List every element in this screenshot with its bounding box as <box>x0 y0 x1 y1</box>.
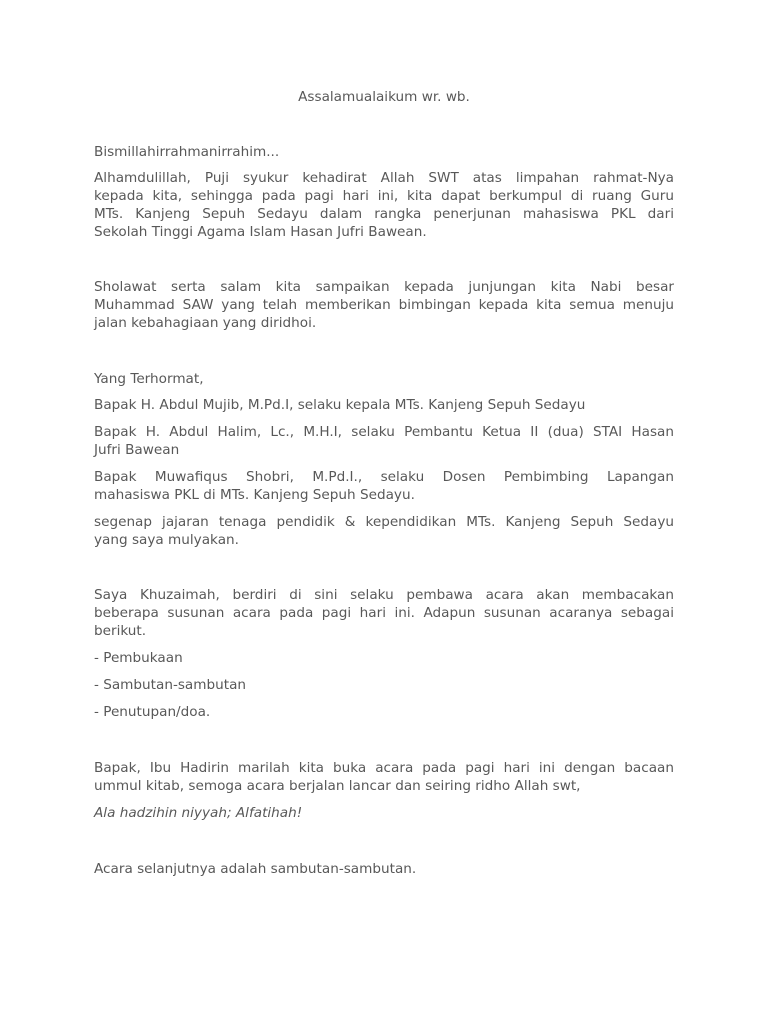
paragraph-line: Sekolah Tinggi Agama Islam Hasan Jufri Bawean. <box>94 224 427 240</box>
paragraph-line: Sholawat serta salam kita sampaikan kepada junjungan kita Nabi besar <box>94 279 674 295</box>
paragraph-line: MTs. Kanjeng Sepuh Sedayu dalam rangka penerjunan mahasiswa PKL dari <box>94 206 674 222</box>
agenda-item: - Pembukaan <box>94 650 183 666</box>
guest-line: segenap jajaran tenaga pendidik & kependidikan MTs. Kanjeng Sepuh Sedayu <box>94 514 674 530</box>
paragraph-line: ummul kitab, semoga acara berjalan lancar dan seiring ridho Allah swt, <box>94 778 581 794</box>
agenda-item: - Sambutan-sambutan <box>94 677 247 693</box>
paragraph-line: beberapa susunan acara pada pagi hari ini. Adapun susunan acaranya sebagai <box>94 605 674 621</box>
paragraph-line: berikut. <box>94 623 147 639</box>
paragraph-line: Bapak, Ibu Hadirin marilah kita buka acara pada pagi hari ini dengan bacaan <box>94 760 674 776</box>
fatihah-line: Ala hadzihin niyyah; Alfatihah! <box>94 805 303 821</box>
agenda-item: - Penutupan/doa. <box>94 704 211 720</box>
guest-line: yang saya mulyakan. <box>94 532 239 548</box>
paragraph-line: Saya Khuzaimah, berdiri di sini selaku pembawa acara akan membacakan <box>94 587 674 603</box>
paragraph-line: kepada kita, sehingga pada pagi hari ini, kita dapat berkumpul di ruang Guru <box>94 188 674 204</box>
paragraph-line: Muhammad SAW yang telah memberikan bimbingan kepada kita semua menuju <box>94 297 674 313</box>
guest-line: Jufri Bawean <box>94 442 180 458</box>
guest-line: mahasiswa PKL di MTs. Kanjeng Sepuh Sedayu. <box>94 487 415 503</box>
opening-line: Bismillahirrahmanirrahim... <box>94 144 280 160</box>
guest-line: Bapak Muwafiqus Shobri, M.Pd.I., selaku Dosen Pembimbing Lapangan <box>94 469 674 485</box>
guest-line: Bapak H. Abdul Halim, Lc., M.H.I, selaku Pembantu Ketua II (dua) STAI Hasan <box>94 424 674 440</box>
paragraph-line: Alhamdulillah, Puji syukur kehadirat Allah SWT atas limpahan rahmat-Nya <box>94 170 674 186</box>
next-agenda-line: Acara selanjutnya adalah sambutan-sambutan. <box>94 861 417 877</box>
paragraph-line: jalan kebahagiaan yang diridhoi. <box>94 315 317 331</box>
greeting-line: Assalamualaikum wr. wb. <box>298 89 470 105</box>
respected-heading: Yang Terhormat, <box>94 371 204 387</box>
guest-line-1: Bapak H. Abdul Mujib, M.Pd.I, selaku kepala MTs. Kanjeng Sepuh Sedayu <box>94 397 586 413</box>
